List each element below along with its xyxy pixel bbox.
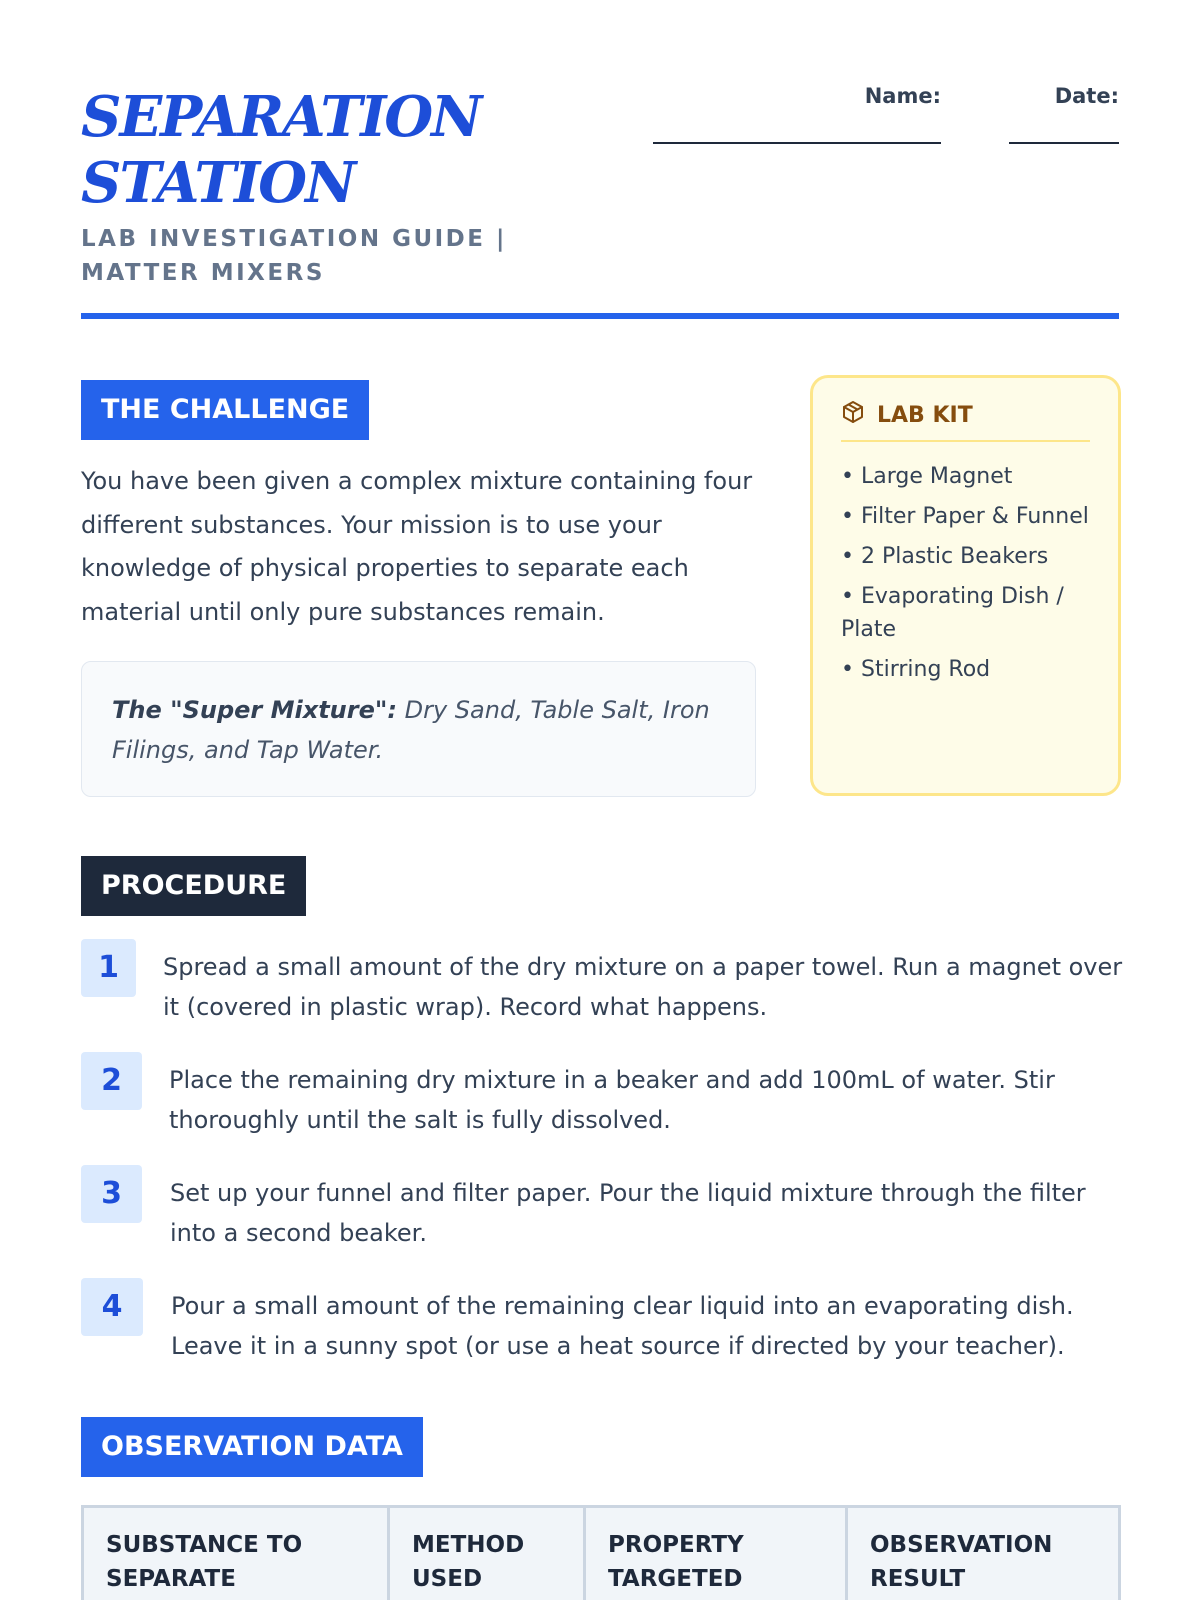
date-field[interactable] (1009, 84, 1119, 144)
step-text: Pour a small amount of the remaining clear liquid into an evaporating dish. Leave it in a sunny spot (or use a heat source if directed by your teacher). (171, 1292, 1074, 1360)
list-item: • Stirring Rod (841, 653, 1090, 686)
name-label: Name: (864, 84, 941, 108)
list-item: • 2 Plastic Beakers (841, 540, 1090, 573)
mixture-callout (81, 661, 756, 797)
mixture-label: The "Super Mixture": (112, 696, 397, 724)
header-divider (81, 313, 1119, 319)
lab-kit-title: LAB KIT (877, 402, 973, 428)
mixture-text: Dry Sand, Table Salt, Iron Filings, and Tap Water. (112, 696, 710, 764)
section-heading-procedure: PROCEDURE (81, 856, 306, 916)
list-item: • Large Magnet (841, 460, 1090, 493)
list-item: • Evaporating Dish / Plate (841, 580, 1090, 646)
table-header-cell: PROPERTY TARGETED (586, 1508, 848, 1600)
step-number: 2 (81, 1052, 142, 1110)
step-number: 4 (81, 1278, 143, 1336)
step-text: Place the remaining dry mixture in a beaker and add 100mL of water. Stir thoroughly until the salt is fully dissolved. (169, 1066, 1055, 1134)
table-header-cell: METHOD USED (390, 1508, 586, 1600)
observation-table (81, 1505, 1121, 1600)
box-icon (841, 400, 865, 430)
name-blank-line[interactable] (653, 126, 941, 144)
date-label: Date: (1054, 84, 1119, 108)
table-header-cell: OBSERVATION RESULT (870, 1532, 1053, 1592)
step-number: 3 (81, 1165, 142, 1223)
lab-kit-list (841, 460, 1090, 686)
page-subtitle: LAB INVESTIGATION GUIDE | MATTER MIXERS (81, 226, 507, 286)
step-text: Spread a small amount of the dry mixture on a paper towel. Run a magnet over it (covered in plastic wrap). Record what happens. (163, 953, 1123, 1021)
header (81, 0, 1119, 322)
date-blank-line[interactable] (1009, 126, 1119, 144)
lab-kit-header (841, 400, 1090, 442)
section-heading-observation: OBSERVATION DATA (81, 1417, 423, 1477)
step-text: Set up your funnel and filter paper. Pour the liquid mixture through the filter into a second beaker. (170, 1179, 1086, 1247)
name-field[interactable] (653, 84, 941, 144)
list-item: • Filter Paper & Funnel (841, 500, 1090, 533)
step-number: 1 (81, 939, 136, 997)
page-title: SEPARATION STATION (81, 84, 481, 216)
challenge-text: You have been given a complex mixture containing four different substances. Your mission is to use your knowledge of physical properties to separate each material until only pure substances remain. (81, 467, 753, 626)
table-header-cell: SUBSTANCE TO SEPARATE (84, 1508, 390, 1600)
section-heading-challenge: THE CHALLENGE (81, 380, 369, 440)
lab-kit-panel (810, 375, 1121, 796)
